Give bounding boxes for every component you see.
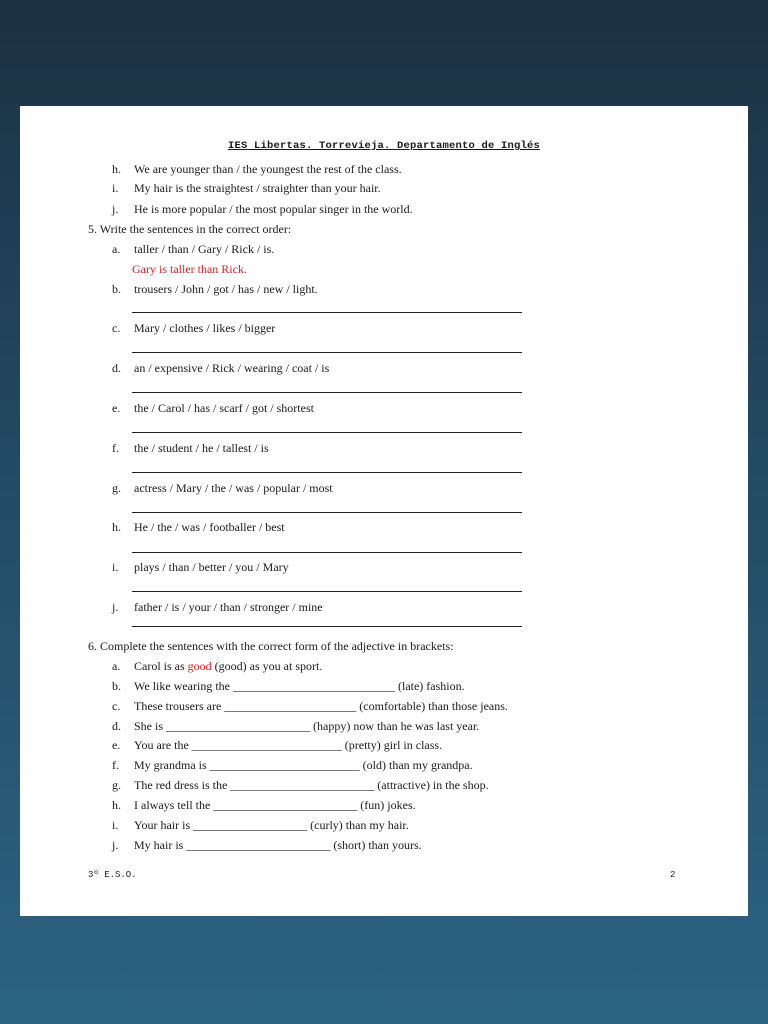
answer-line[interactable] [132, 552, 522, 553]
ex5-example-answer: Gary is taller than Rick. [132, 262, 247, 276]
ex5-title: 5. Write the sentences in the correct order: [88, 222, 292, 236]
ex6-example-answer: good [187, 659, 212, 673]
answer-line[interactable] [132, 472, 522, 473]
answer-line[interactable] [132, 626, 522, 627]
footer-page-number: 2 [670, 870, 676, 880]
ex6-title: 6. Complete the sentences with the correct form of the adjective in brackets: [88, 639, 454, 653]
footer-course: 3º E.S.O. [88, 870, 137, 880]
answer-line[interactable] [132, 512, 522, 513]
answer-line[interactable] [132, 591, 522, 592]
answer-line[interactable] [132, 312, 522, 313]
answer-line[interactable] [132, 352, 522, 353]
answer-line[interactable] [132, 432, 522, 433]
page-header: IES Libertas. Torrevieja. Departamento de Inglés [227, 140, 541, 152]
worksheet-page: IES Libertas. Torrevieja. Departamento de Inglés h. We are younger than / the youngest the rest of the class. i. My hair is the straightest / straighter than your hair. j. He is more popular / the most popular singer in the world. 5. Write the sentences in the correct order: a. taller / than / Gary / Rick / is. Gary is taller than Rick. b. trousers / John / got / has / new / light. c. Mary / clothes / likes / bigger d. an / expensive / Rick / wearing / coat / is e. the / Carol / has / scarf / got / shortest f. the / student / he / tallest / is g. actress / Mary / the / was / popular / most h. He / the / was / footballer / best i. plays / than / better / you / Mary j. father / is / your / than / stronger / mine 6. Complete the sentences with the correct form of the adjective in brackets: a. Carol is as good (good) as you at sport. b. We like wearing the ___________________________ (late) fashion. c. These trousers are ______________________ (comfortable) than those jeans. d. She is ________________________ (happy) now than he was last year. e. You are the _________________________ (pretty) girl in class. f. My grandma is _________________________ (old) than my grandpa. g. The red dress is the ________________________ (attractive) in the shop. h. I always tell the ________________________ (fun) jokes. i. Your hair is ___________________ (curly) than my hair. j. My hair is ________________________ (short) than yours. 3º E.S.O. 2 [20, 106, 748, 916]
answer-line[interactable] [132, 392, 522, 393]
